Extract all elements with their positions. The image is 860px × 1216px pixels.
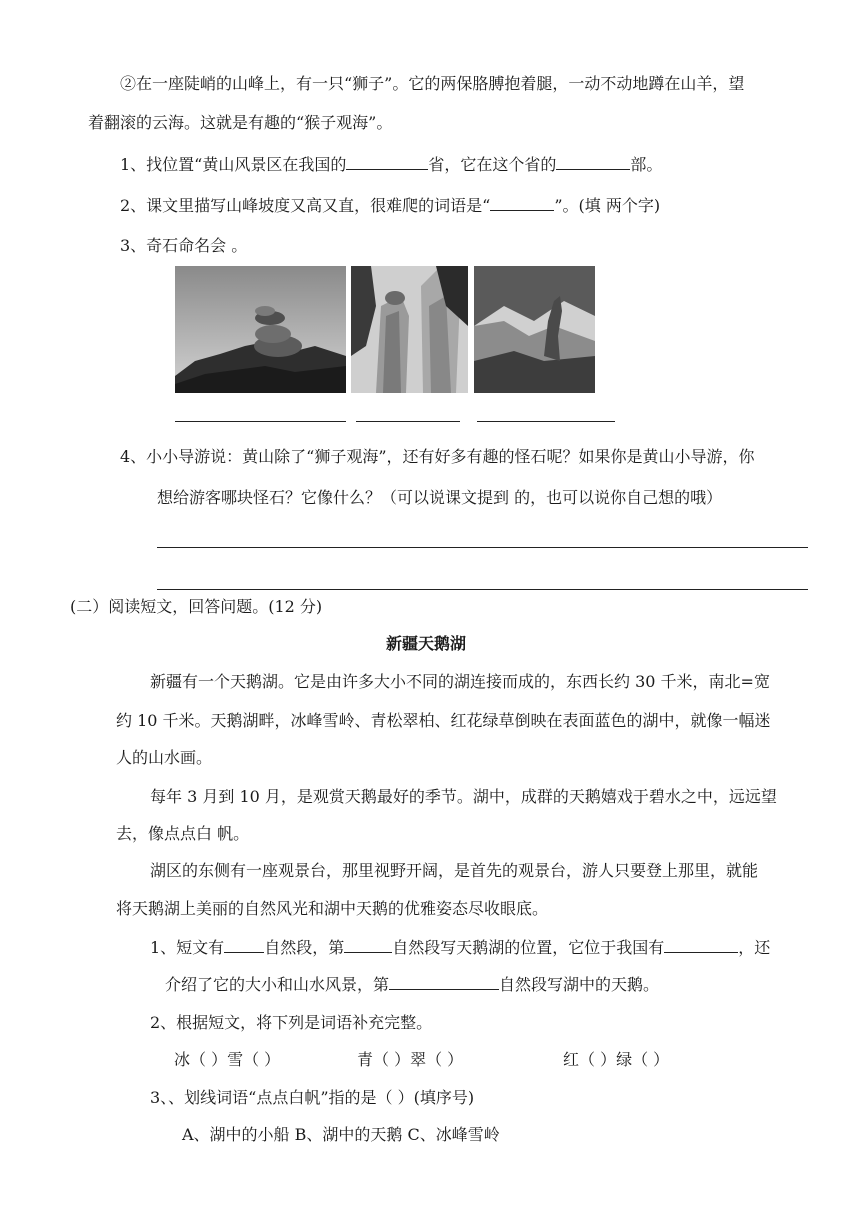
passage-line: 着翻滚的云海。这就是有趣的“猴子观海”。 <box>88 113 393 132</box>
article-line: 人的山水画。 <box>116 748 213 767</box>
caption-blank[interactable] <box>356 421 460 422</box>
article-question-1 <box>150 936 770 959</box>
question-3: 3、奇石命名会 。 <box>120 236 248 255</box>
answer-blank[interactable] <box>490 194 554 211</box>
question-text: 自然段写湖中的天鹅。 <box>499 975 660 994</box>
article-line: 去，像点点白 帆。 <box>116 824 250 843</box>
rock-photo-1 <box>175 266 346 393</box>
answer-blank[interactable] <box>664 936 738 953</box>
question-4-cont: 想给游客哪块怪石？它像什么？（可以说课文提到 的，也可以说你自己想的哦） <box>157 488 723 507</box>
question-text: 自然段，第 <box>264 938 345 957</box>
question-text: 部。 <box>630 155 663 174</box>
question-text: ”。(填 两个字) <box>554 196 661 215</box>
question-text: 介绍了它的大小和山水风景，第 <box>165 975 390 994</box>
article-line: 湖区的东侧有一座观景台，那里视野开阔，是首先的观景台，游人只要登上那里，就能 <box>150 861 759 880</box>
word-fill-3[interactable]: 红（ ）绿（ ） <box>563 1050 670 1069</box>
answer-line[interactable] <box>157 547 808 548</box>
article-line: 约 10 千米。天鹅湖畔，冰峰雪岭、青松翠柏、红花绿草倒映在表面蓝色的湖中，就像一幅迷 <box>116 711 771 730</box>
question-text: 省，它在这个省的 <box>428 155 557 174</box>
rock-photo-3 <box>474 266 595 393</box>
question-2 <box>120 194 660 217</box>
passage-line: ②在一座陡峭的山峰上，有一只“狮子”。它的两保胳膊抱着腿，一动不动地蹲在山羊，望 <box>120 74 745 93</box>
question-4: 4、小小导游说：黄山除了“狮子观海”，还有好多有趣的怪石呢？如果你是黄山小导游，你 <box>120 447 755 466</box>
question-1 <box>120 153 662 176</box>
question-text: 2、课文里描写山峰坡度又高又直，很难爬的词语是“ <box>120 196 491 215</box>
word-fill-2[interactable]: 青（ ）翠（ ） <box>357 1050 464 1069</box>
answer-line[interactable] <box>157 589 808 590</box>
article-question-3: 3、、划线词语“点点白帆”指的是（ ）(填序号) <box>150 1088 475 1107</box>
question-text: 自然段写天鹅湖的位置，它位于我国有 <box>392 938 665 957</box>
section-heading: (二）阅读短文，回答问题。(12 分) <box>70 597 323 616</box>
question-text: ，还 <box>738 938 771 957</box>
answer-blank[interactable] <box>344 936 392 953</box>
rock-photo-2 <box>351 266 468 393</box>
question-text: 1、短文有 <box>150 938 225 957</box>
caption-blank[interactable] <box>175 421 346 422</box>
article-line: 新疆有一个天鹅湖。它是由许多大小不同的湖连接而成的，东西长约 30 千米，南北=宽 <box>150 672 770 691</box>
question-text: 1、找位置“黄山风景区在我国的 <box>120 155 347 174</box>
article-title: 新疆天鹅湖 <box>386 634 467 653</box>
caption-blank[interactable] <box>477 421 615 422</box>
answer-blank[interactable] <box>389 973 499 990</box>
article-line: 每年 3 月到 10 月，是观赏天鹅最好的季节。湖中，成群的天鹅嬉戏于碧水之中，远远望 <box>150 787 777 806</box>
answer-blank[interactable] <box>224 936 264 953</box>
article-line: 将天鹅湖上美丽的自然风光和湖中天鹅的优雅姿态尽收眼底。 <box>116 899 549 918</box>
answer-blank[interactable] <box>556 153 630 170</box>
article-question-2: 2、根据短文，将下列是词语补充完整。 <box>150 1013 433 1032</box>
answer-options: A、湖中的小船 B、湖中的天鹅 C、冰峰雪岭 <box>182 1125 500 1144</box>
answer-blank[interactable] <box>346 153 428 170</box>
article-question-1-cont <box>165 973 659 996</box>
word-fill-1[interactable]: 冰（ ）雪（ ） <box>174 1050 281 1069</box>
